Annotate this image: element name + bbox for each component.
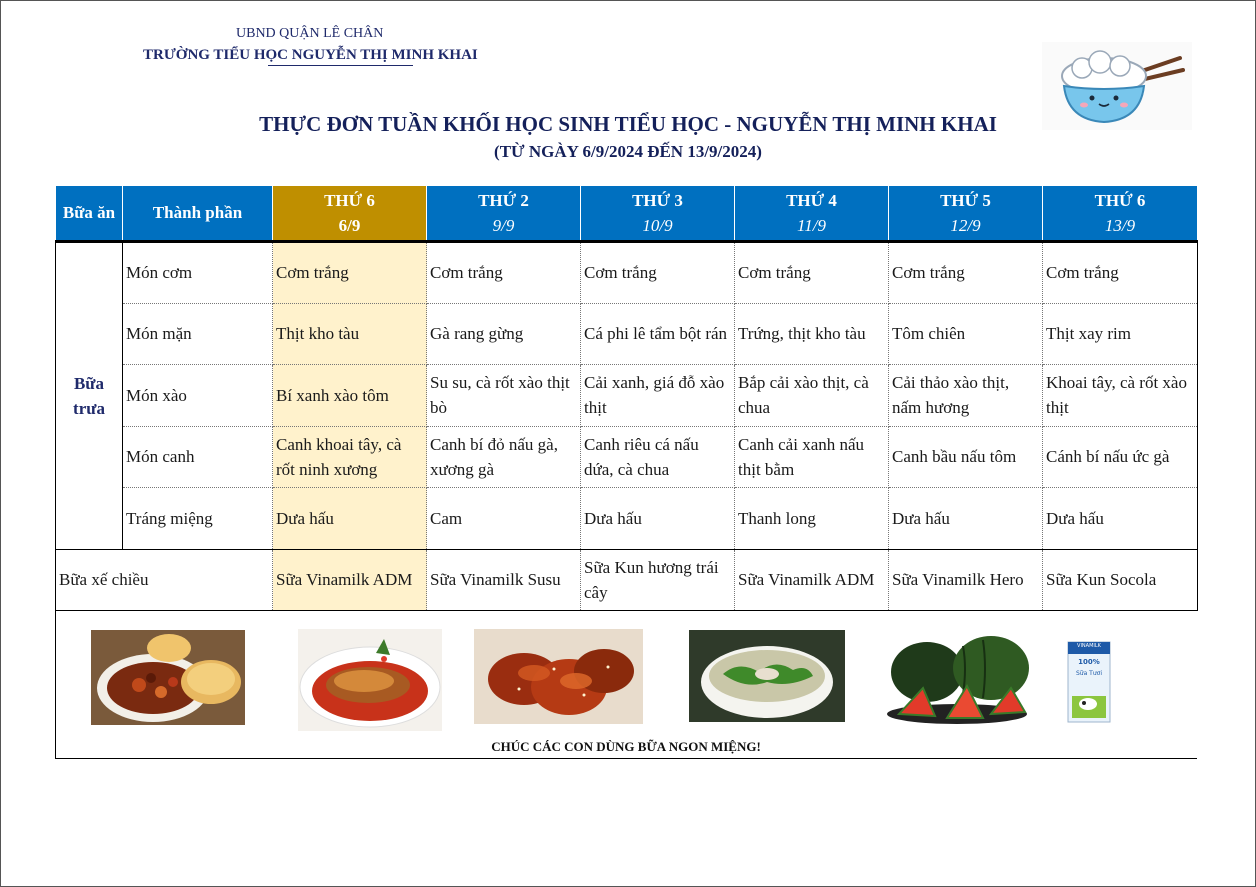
header-meal: Bữa ăn — [56, 186, 123, 242]
snack-cell: Sữa Kun Socola — [1043, 549, 1198, 611]
school-name: TRƯỜNG TIỂU HỌC NGUYỄN THỊ MINH KHAI — [143, 47, 478, 63]
snack-cell: Sữa Kun hương trái cây — [581, 549, 735, 611]
menu-title: THỰC ĐƠN TUẦN KHỐI HỌC SINH TIỂU HỌC - NGUYỄN THỊ MINH KHAI — [259, 112, 997, 136]
table-row — [56, 365, 1198, 427]
snack-cell: Sữa Vinamilk Hero — [889, 549, 1043, 611]
glazed-chicken-photo — [474, 629, 643, 724]
vegetable-soup-photo — [689, 630, 845, 722]
dish-cell: Bí xanh xào tôm — [273, 365, 427, 427]
dish-cell: Tôm chiên — [889, 303, 1043, 365]
dish-cell: Cơm trắng — [735, 242, 889, 304]
table-row — [56, 242, 1198, 304]
snack-label: Bữa xế chiều — [56, 549, 273, 611]
watermelon-photo — [887, 628, 1030, 726]
component-cell: Món mặn — [123, 303, 273, 365]
lunch-label: Bữa trưa — [56, 242, 123, 550]
dish-cell: Canh riêu cá nấu dứa, cà chua — [581, 426, 735, 488]
component-cell: Món xào — [123, 365, 273, 427]
menu-date-range: (TỪ NGÀY 6/9/2024 ĐẾN 13/9/2024) — [494, 142, 762, 161]
snack-cell: Sữa Vinamilk Susu — [427, 549, 581, 611]
dish-cell: Cơm trắng — [427, 242, 581, 304]
closing-message: CHÚC CÁC CON DÙNG BỮA NGON MIỆNG! — [491, 739, 761, 754]
dish-cell: Canh khoai tây, cà rốt ninh xương — [273, 426, 427, 488]
dish-cell: Khoai tây, cà rốt xào thịt — [1043, 365, 1198, 427]
table-row-snack — [56, 549, 1198, 611]
dish-cell: Dưa hấu — [1043, 488, 1198, 550]
dish-cell: Canh cải xanh nấu thịt bằm — [735, 426, 889, 488]
dish-cell: Thanh long — [735, 488, 889, 550]
dish-cell: Cơm trắng — [889, 242, 1043, 304]
header-day: THỨ 6 13/9 — [1043, 186, 1198, 242]
dish-cell: Bắp cải xào thịt, cà chua — [735, 365, 889, 427]
dish-cell: Cơm trắng — [1043, 242, 1198, 304]
stew-with-bread-photo — [91, 630, 245, 725]
dish-cell: Su su, cà rốt xào thịt bò — [427, 365, 581, 427]
header-day: THỨ 3 10/9 — [581, 186, 735, 242]
milk-carton-photo — [1066, 638, 1112, 724]
dish-cell: Trứng, thịt kho tàu — [735, 303, 889, 365]
table-row — [56, 488, 1198, 550]
dish-cell: Canh bí đỏ nấu gà, xương gà — [427, 426, 581, 488]
header-day: THỨ 5 12/9 — [889, 186, 1043, 242]
dish-cell: Thịt xay rim — [1043, 303, 1198, 365]
dish-cell: Canh bầu nấu tôm — [889, 426, 1043, 488]
milk-percent-label: 100% — [1078, 658, 1100, 666]
dish-cell: Cơm trắng — [273, 242, 427, 304]
header-day: THỨ 2 9/9 — [427, 186, 581, 242]
dish-cell: Thịt kho tàu — [273, 303, 427, 365]
component-cell: Món cơm — [123, 242, 273, 304]
school-underline — [268, 65, 413, 66]
dish-cell: Cải thảo xào thịt, nấm hương — [889, 365, 1043, 427]
dish-cell: Cải xanh, giá đỗ xào thịt — [581, 365, 735, 427]
header-component: Thành phần — [123, 186, 273, 242]
dish-cell: Gà rang gừng — [427, 303, 581, 365]
dish-cell: Dưa hấu — [889, 488, 1043, 550]
weekly-menu-table — [55, 185, 1198, 611]
table-row — [56, 303, 1198, 365]
dish-cell: Cánh bí nấu ức gà — [1043, 426, 1198, 488]
snack-cell: Sữa Vinamilk ADM — [273, 549, 427, 611]
dish-cell: Cam — [427, 488, 581, 550]
milk-name-label: Sữa Tươi — [1075, 670, 1102, 677]
dish-cell: Dưa hấu — [581, 488, 735, 550]
dish-cell: Cơm trắng — [581, 242, 735, 304]
snack-cell: Sữa Vinamilk ADM — [735, 549, 889, 611]
dish-cell: Dưa hấu — [273, 488, 427, 550]
fried-fish-photo — [298, 629, 442, 731]
milk-brand-label: VINAMILK — [1077, 643, 1101, 649]
table-row — [56, 426, 1198, 488]
dish-cell: Cá phi lê tẩm bột rán — [581, 303, 735, 365]
org-name: UBND QUẬN LÊ CHÂN — [236, 26, 384, 41]
milk-carton-icon — [1066, 638, 1112, 724]
table-header-row — [56, 186, 1198, 242]
component-cell: Tráng miệng — [123, 488, 273, 550]
header-day: THỨ 6 6/9 — [273, 186, 427, 242]
header-day: THỨ 4 11/9 — [735, 186, 889, 242]
component-cell: Món canh — [123, 426, 273, 488]
